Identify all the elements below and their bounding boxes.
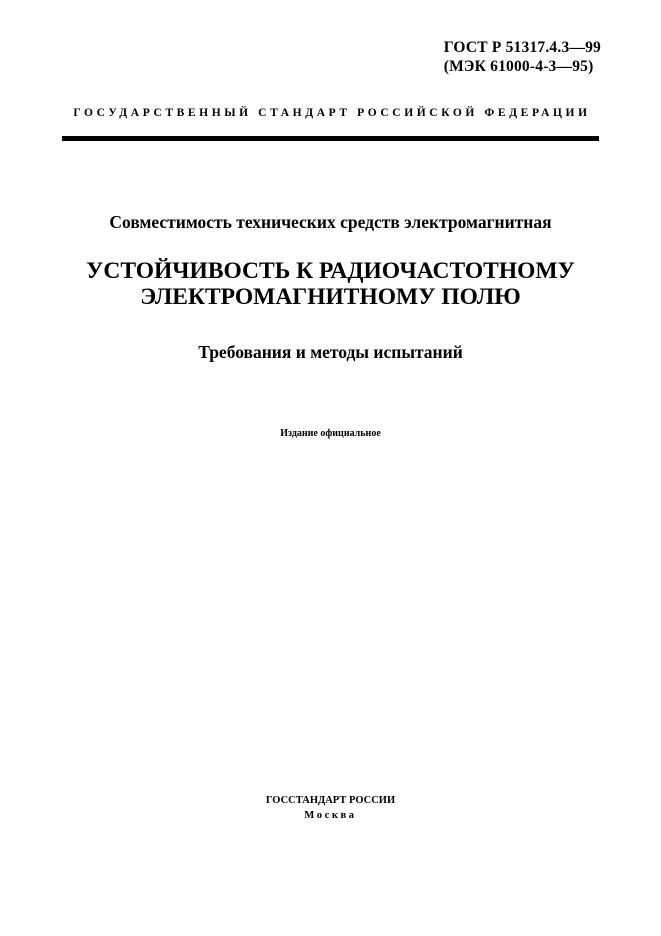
- publisher-city: Москва: [304, 810, 357, 821]
- document-title: [0, 258, 661, 310]
- publisher-name: ГОССТАНДАРТ РОССИИ: [265, 795, 396, 806]
- standard-code: ГОСТ Р 51317.4.3—99: [443, 39, 601, 56]
- edition-label: Издание официальное: [280, 428, 381, 439]
- document-subject: Совместимость технических средств электромагнитная: [109, 212, 552, 232]
- standard-code-block: [444, 38, 601, 76]
- iec-code: (МЭК 61000-4-3—95): [443, 58, 594, 75]
- document-title-line-2: ЭЛЕКТРОМАГНИТНОМУ ПОЛЮ: [140, 284, 521, 310]
- document-title-line-1: УСТОЙЧИВОСТЬ К РАДИОЧАСТОТНОМУ: [86, 258, 575, 284]
- state-standard-title: ГОСУДАРСТВЕННЫЙ СТАНДАРТ РОССИЙСКОЙ ФЕДЕРАЦИИ: [73, 107, 591, 119]
- document-subtitle: Требования и методы испытаний: [198, 342, 463, 362]
- publisher-block: [0, 793, 661, 823]
- header-divider: [62, 136, 599, 141]
